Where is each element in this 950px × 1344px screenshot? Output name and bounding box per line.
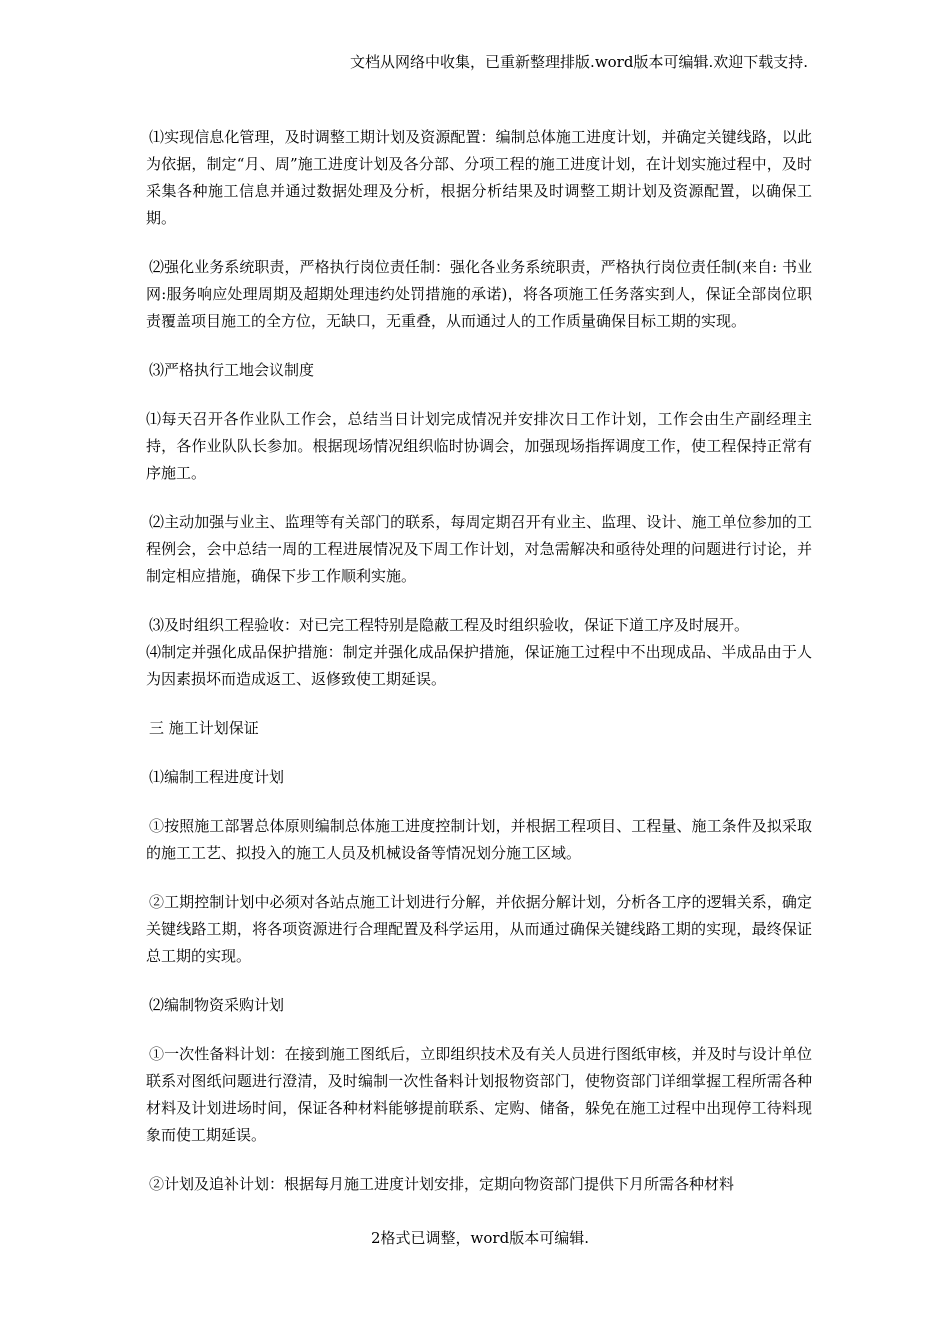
paragraph-schedule-control: ②工期控制计划中必须对各站点施工计划进行分解，并依据分解计划，分析各工序的逻辑关系，确定关键线路工期，将各项资源进行合理配置及科学运用，从而通过确保关键线路工期的实现，最终保证总工期的实现。 [146, 893, 812, 965]
paragraph-product-protection: ⑷制定并强化成品保护措施：制定并强化成品保护措施，保证施工过程中不出现成品、半成品由于人为因素损坏而造成返工、返修致使工期延误。 [146, 643, 812, 688]
paragraph-acceptance: ⑶及时组织工程验收：对已完工程特别是隐蔽工程及时组织验收，保证下道工序及时展开。 [149, 616, 750, 634]
page-footer: 2格式已调整，word版本可编辑. [371, 1229, 589, 1247]
paragraph-one-time-materials: ①一次性备料计划：在接到施工图纸后，立即组织技术及有关人员进行图纸审核，并及时与设计单位联系对图纸问题进行澄清，及时编制一次性备料计划报物资部门，使物资部门详细掌握工程所需各种材料及计划进场时间，保证各种材料能够提前联系、定购、储备，躲免在施工过程中出现停工待料现象而使工期延误。 [146, 1045, 812, 1144]
paragraph-meeting-system: ⑶严格执行工地会议制度 [149, 361, 315, 379]
paragraph-responsibility: ⑵强化业务系统职责，严格执行岗位责任制：强化各业务系统职责，严格执行岗位责任制(来自: 书业网:服务响应处理周期及超期处理违约处罚措施的承诺)，将各项施工任务落实到人，保证全部岗位职责覆盖项目施工的全方位，无缺口，无重叠，从而通过人的工作质量确保目标工期的实现。 [146, 258, 812, 330]
paragraph-weekly-meeting: ⑵主动加强与业主、监理等有关部门的联系，每周定期召开有业主、监理、设计、施工单位参加的工程例会，会中总结一周的工程进展情况及下周工作计划，对急需解决和亟待处理的问题进行讨论，并制定相应措施，确保下步工作顺利实施。 [146, 513, 812, 585]
document-body [146, 124, 812, 1198]
paragraph-progress-plan-heading: ⑴编制工程进度计划 [149, 768, 285, 786]
paragraph-overall-plan: ①按照施工部署总体原则编制总体施工进度控制计划，并根据工程项目、工程量、施工条件及拟采取的施工工艺、拟投入的施工人员及机械设备等情况划分施工区域。 [146, 817, 812, 862]
paragraph-procurement-heading: ⑵编制物资采购计划 [149, 996, 285, 1014]
paragraph-supplementary-plan: ②计划及追补计划：根据每月施工进度计划安排，定期向物资部门提供下月所需各种材料 [149, 1175, 735, 1193]
page-header: 文档从网络中收集，已重新整理排版.word版本可编辑.欢迎下载支持. [350, 53, 808, 71]
paragraph-informatization: ⑴实现信息化管理，及时调整工期计划及资源配置：编制总体施工进度计划，并确定关键线路，以此为依据，制定“月、周”施工进度计划及各分部、分项工程的施工进度计划，在计划实施过程中，及时采集各种施工信息并通过数据处理及分析，根据分析结果及时调整工期计划及资源配置，以确保工期。 [146, 128, 812, 227]
paragraph-daily-meeting: ⑴每天召开各作业队工作会，总结当日计划完成情况并安排次日工作计划，工作会由生产副经理主持，各作业队队长参加。根据现场情况组织临时协调会，加强现场指挥调度工作，使工程保持正常有序施工。 [146, 410, 812, 482]
section-heading-plan-guarantee: 三 施工计划保证 [149, 719, 259, 737]
